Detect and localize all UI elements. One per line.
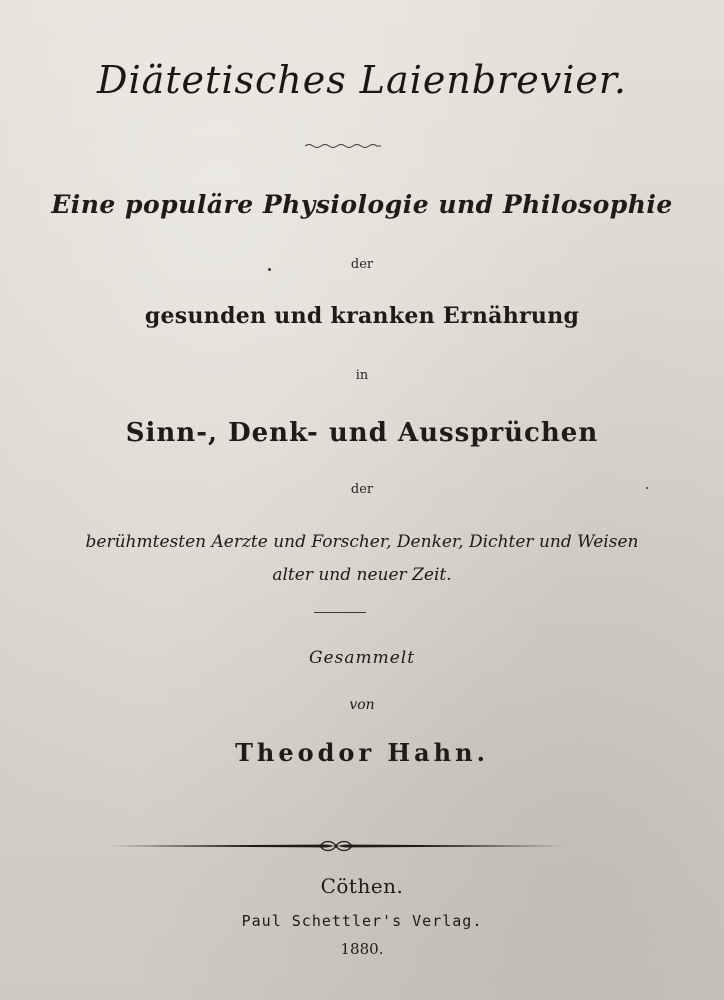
title-ornament-icon — [305, 143, 381, 149]
connector-der-2: der — [350, 482, 374, 497]
subtitle-line-sayings: Sinn-, Denk- und Aussprüchen — [125, 418, 599, 448]
connector-der-1: der — [350, 257, 374, 272]
publication-year: 1880. — [340, 940, 384, 958]
book-subtitle: Eine populäre Physiologie und Philosophie — [51, 190, 673, 219]
publication-city: Cöthen. — [320, 874, 404, 898]
connector-in: in — [355, 368, 369, 383]
author-name: Theodor Hahn. — [235, 738, 489, 767]
subtitle-line-times: alter und neuer Zeit. — [272, 565, 452, 585]
by-label: von — [349, 697, 375, 713]
ornamental-rule-icon — [108, 838, 564, 854]
subtitle-line-authorities: berühmtesten Aerzte und Forscher, Denker, Dichter und Weisen — [85, 532, 639, 552]
paper-speck — [268, 268, 271, 271]
paper-speck — [646, 487, 648, 489]
short-divider — [314, 612, 366, 613]
publisher-name: Paul Schettler's Verlag. — [241, 912, 483, 930]
subtitle-line-nutrition: gesunden und kranken Ernährung — [144, 303, 580, 329]
book-title: Diätetisches Laienbrevier. — [97, 58, 627, 102]
collected-label: Gesammelt — [308, 648, 416, 668]
